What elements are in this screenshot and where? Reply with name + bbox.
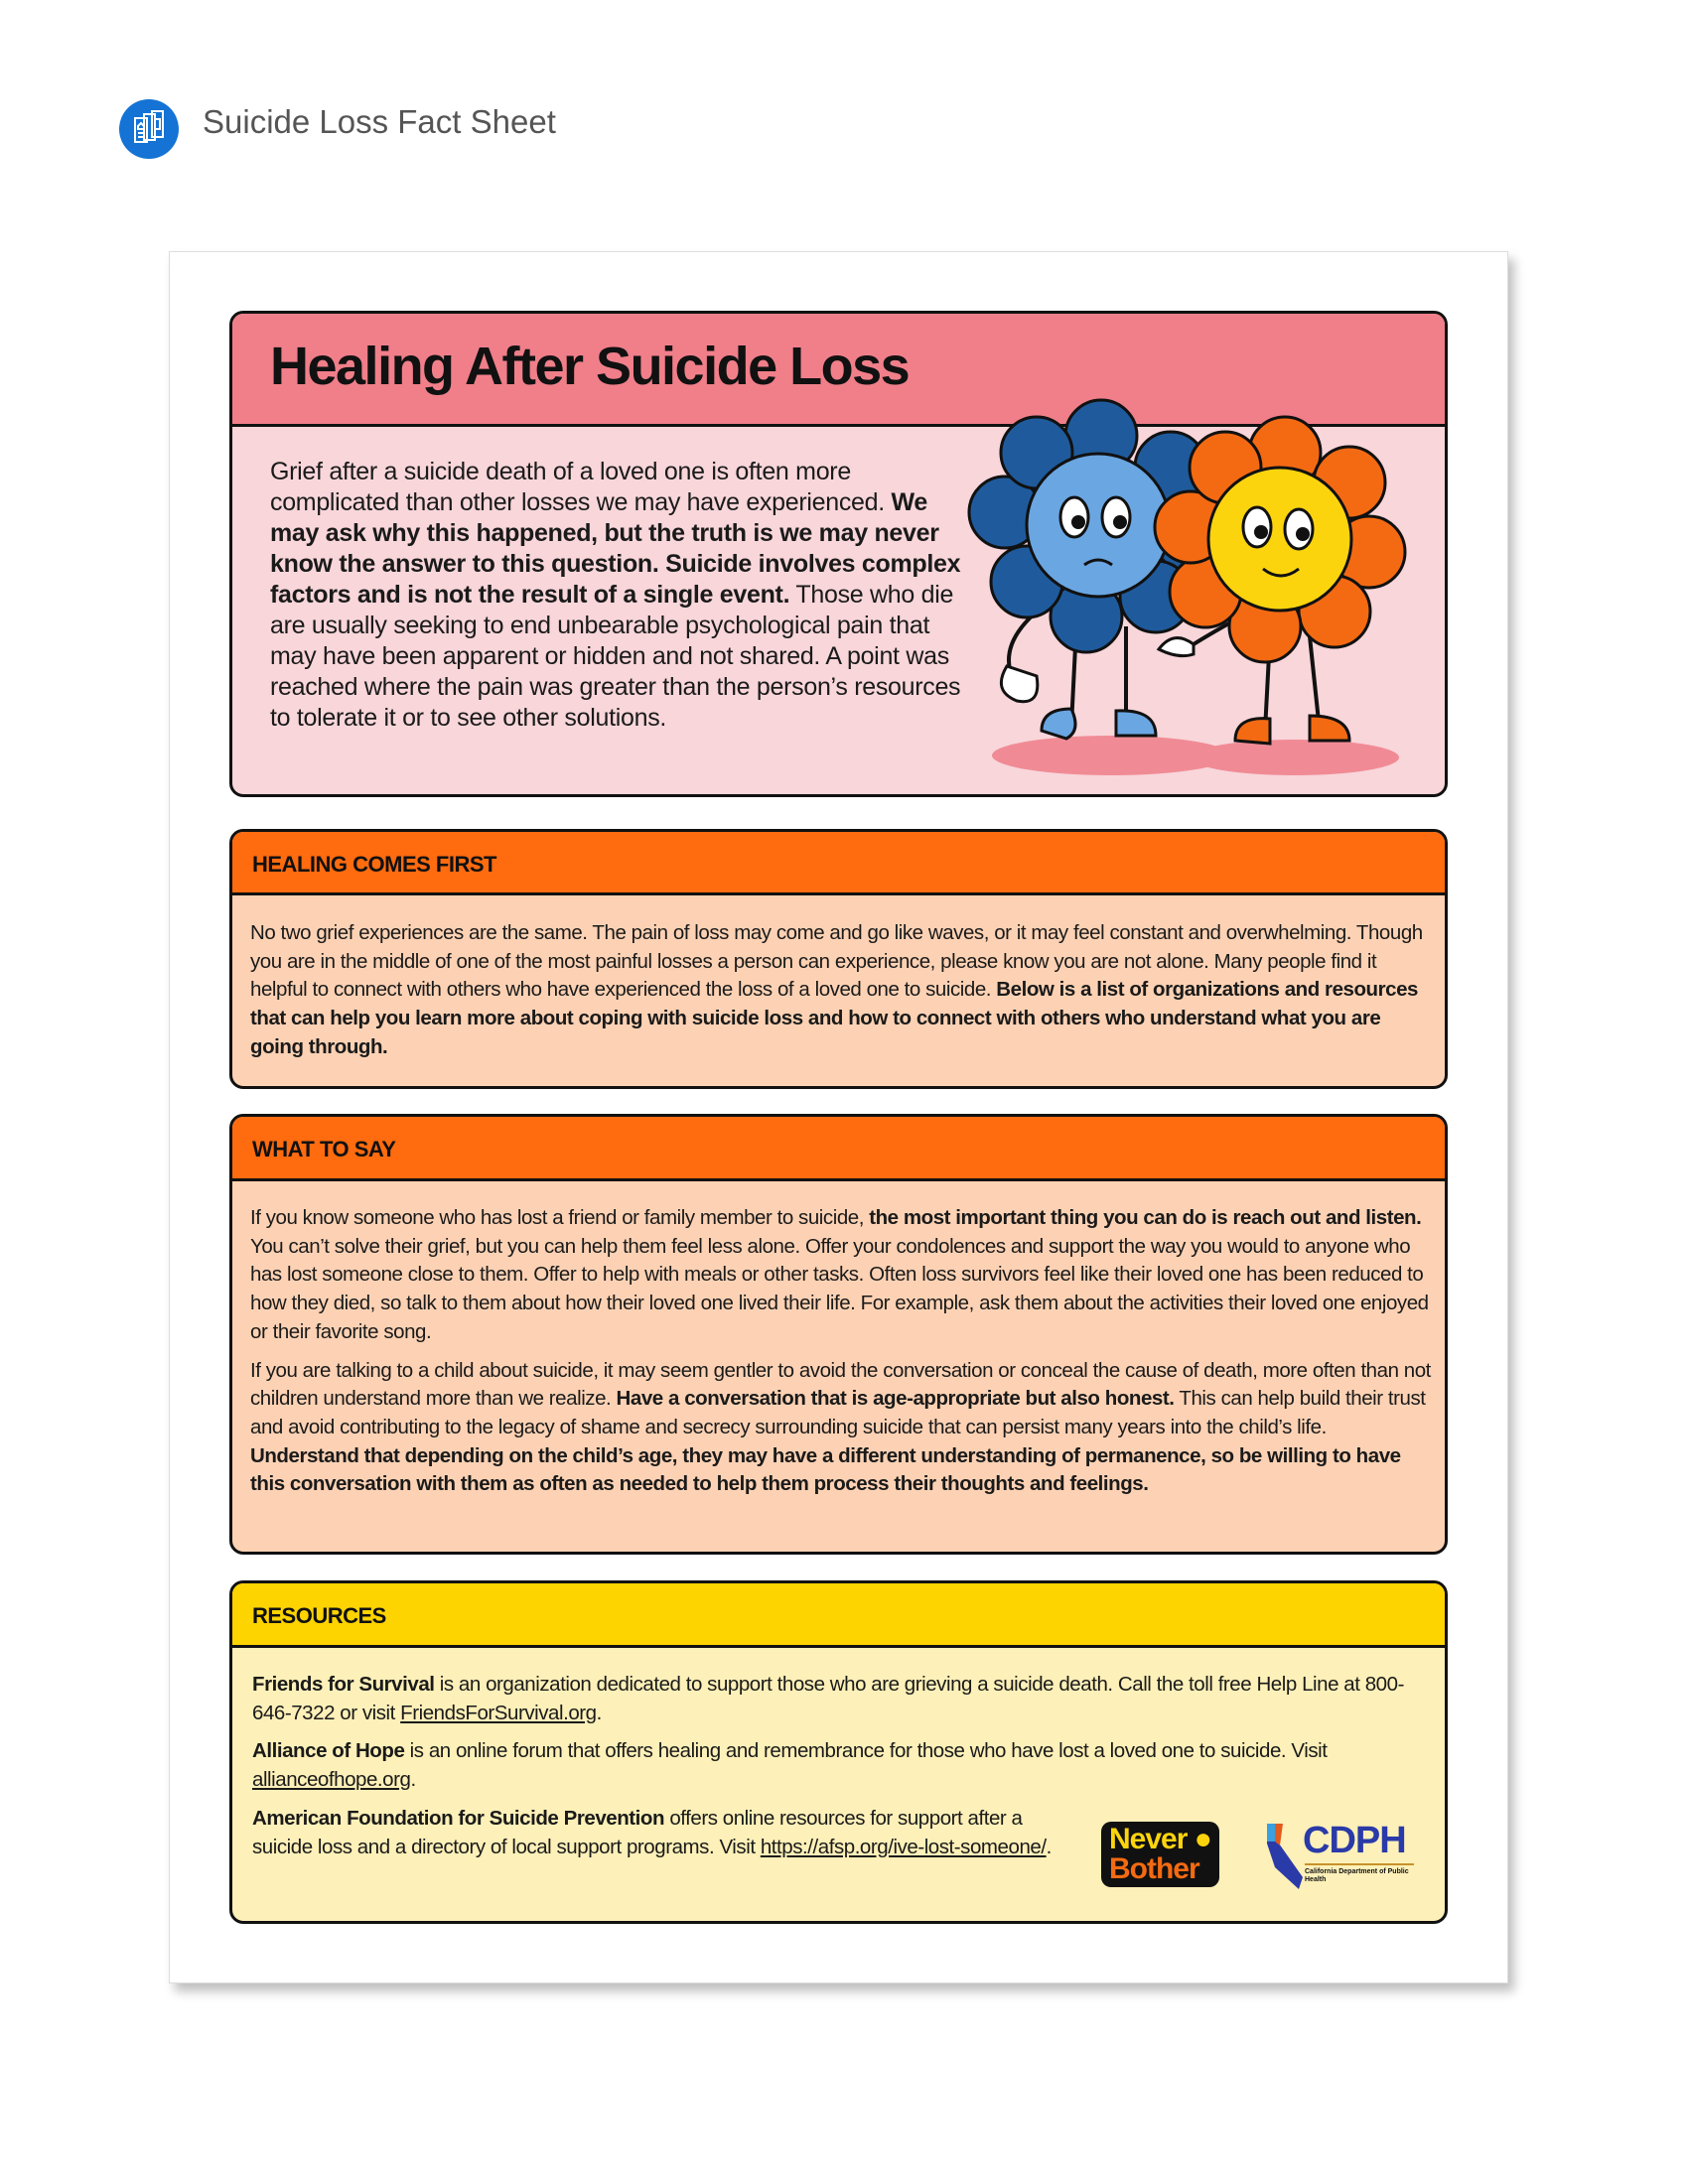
healing-text: No two grief experiences are the same. The pain of loss may come and go like waves, or it may feel constant and overwhelming. Though you are in the middle of one of the most painful losses a person can experience, please know you are not alone. Many people find it helpful to connect with others who have experienced the loss of a loved one to suicide. Below is a list of organizations and resources that can help you learn more about coping with suicide loss and how to connect with others who understand what you are going through. (250, 921, 1423, 1058)
alliance-of-hope-link[interactable]: allianceofhope.org (252, 1768, 411, 1792)
resource-item: American Foundation for Suicide Prevention offers online resources for support after a suicide loss and a directory of local support programs. Visit https://afsp.org/ive-lost-someone/. (252, 1806, 1052, 1858)
what-to-say-text: If you know someone who has lost a friend or family member to suicide, the most important thing you can do is reach out and listen. You can’t solve their grief, but you can help them feel less alone. Offer your condolences and support the way you would to anyone who has lost someone close to them. Offer to help with meals or other tasks. Often loss survivors feel like their loved one has been reduced to how they died, so talk to them about how their loved one lived their life. For example, ask them about the activities their loved one enjoyed or their favorite song. If you are talking to a child about suicide, it may seem gentler to avoid the conversation or conceal the cause of death, more often than not children understand more than we realize. Have a conversation that is age-appropriate but also honest. This can help build their trust and avoid contributing to the legacy of shame and secrecy surrounding suicide that can persist many years into the child’s life. Understand that depending on the child’s age, they may have a different understanding of permanence, so be willing to have this conversation with them as often as needed to help them process their thoughts and feelings. (250, 1206, 1431, 1496)
intro-box (229, 311, 1448, 797)
resource-item: Friends for Survival is an organization dedicated to support those who are grieving a suicide death. Call the toll free Help Line at 800-646-7322 or visit FriendsForSurvival.org. (252, 1673, 1404, 1724)
intro-title: Healing After Suicide Loss (270, 337, 910, 396)
document-stack-icon (119, 99, 179, 159)
section-heading: WHAT TO SAY (252, 1137, 396, 1161)
cdph-logo: CDPH California Department of Public Health (1265, 1824, 1414, 1891)
afsp-link[interactable]: https://afsp.org/ive-lost-someone/ (760, 1835, 1047, 1858)
resources-box (229, 1580, 1448, 1924)
what-to-say-box (229, 1114, 1448, 1555)
section-heading: HEALING COMES FIRST (252, 852, 496, 877)
document-title: Suicide Loss Fact Sheet (203, 103, 556, 140)
never-bother-logo: Never ● Bother (1101, 1822, 1219, 1887)
resource-item: Alliance of Hope is an online forum that offers healing and remembrance for those who have lost a loved one to suicide. Visit allianceofhope.org. (252, 1739, 1328, 1792)
section-heading: RESOURCES (252, 1603, 386, 1628)
flower-characters-illustration (967, 398, 1434, 785)
friends-for-survival-link[interactable]: FriendsForSurvival.org (400, 1701, 597, 1724)
resources-list (252, 1671, 1429, 1871)
intro-text: Grief after a suicide death of a loved one is often more complicated than other losses we may have experienced. We may ask why this happened, but the truth is we may never know the answer to this question. Suicide involves complex factors and is not the result of a single event. Those who die are usually seeking to end unbearable psychological pain that may have been apparent or hidden and not shared. A point was reached where the pain was greater than the person’s resources to tolerate it or to see other solutions. (270, 458, 961, 732)
healing-comes-first-box (229, 829, 1448, 1089)
